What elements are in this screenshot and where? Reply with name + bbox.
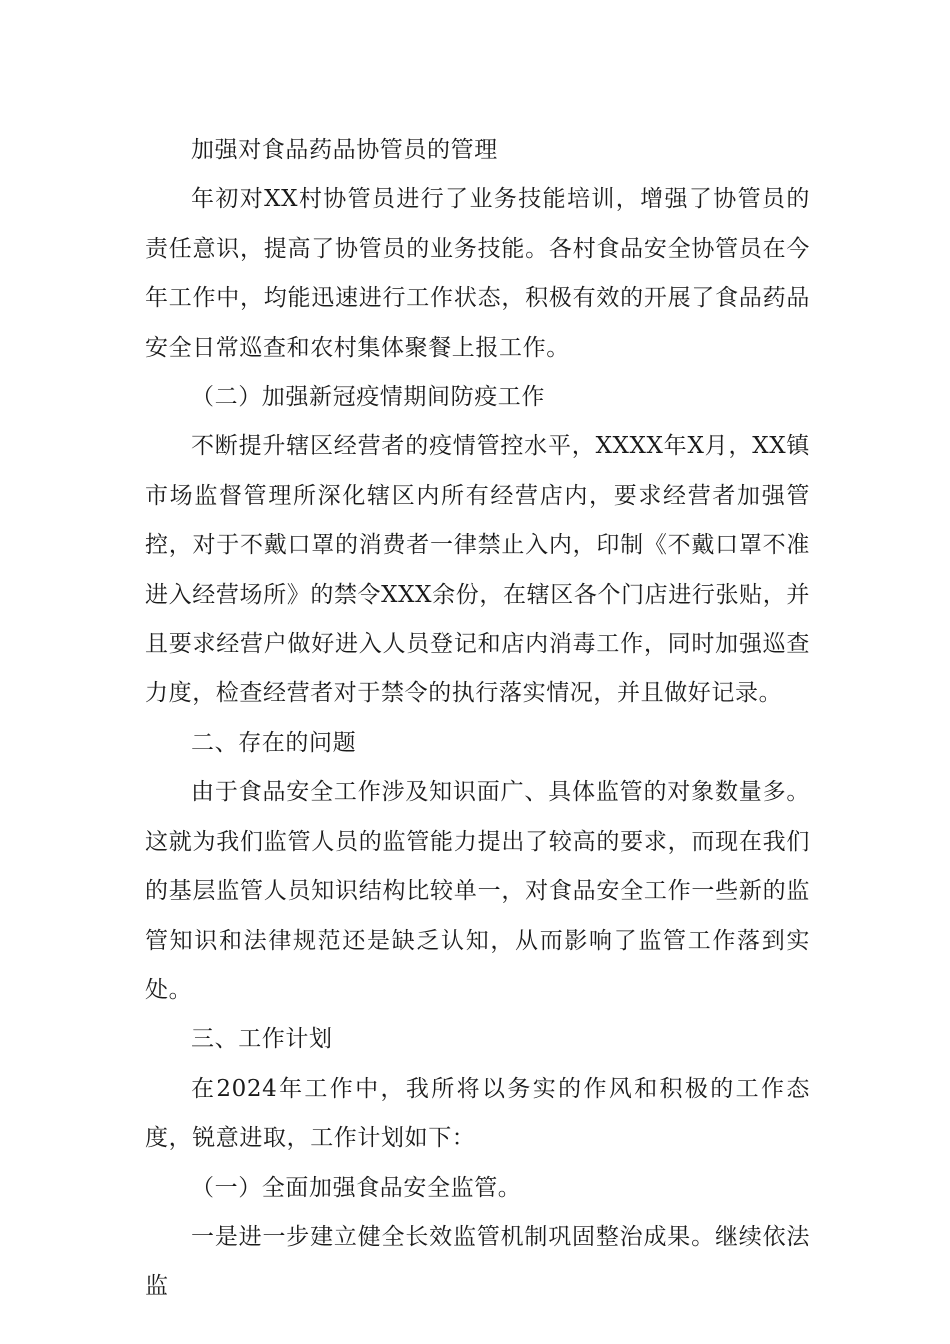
paragraph-problems-detail: 由于食品安全工作涉及知识面广、具体监管的对象数量多。这就为我们监管人员的监管能力提出了较高的要求，而现在我们的基层监管人员知识结构比较单一，对食品安全工作一些新的监管知识和法律规范还是缺乏认知，从而影响了监管工作落到实处。 — [145, 779, 810, 1003]
paragraph-heading-epidemic-prevention: （二）加强新冠疫情期间防疫工作 — [191, 384, 545, 411]
paragraph-coordinator-training: 年初对XX村协管员进行了业务技能培训，增强了协管员的责任意识，提高了协管员的业务技能。各村食品安全协管员在今年工作中，均能迅速进行工作状态，积极有效的开展了食品药品安全日常巡查和农村集体聚餐上报工作。 — [145, 186, 810, 361]
paragraph-epidemic-control: 不断提升辖区经营者的疫情管控水平，XXXX年X月，XX镇市场监督管理所深化辖区内所有经营店内，要求经营者加强管控，对于不戴口罩的消费者一律禁止入内，印制《不戴口罩不准进入经营场所》的禁令XXX余份，在辖区各个门店进行张贴，并且要求经营户做好进入人员登记和店内消毒工作，同时加强巡查力度，检查经营者对于禁令的执行落实情况，并且做好记录。 — [145, 433, 810, 707]
paragraph-heading-coordinator-management: 加强对食品药品协管员的管理 — [191, 137, 498, 163]
paragraph-heading-work-plan: 三、工作计划 — [191, 1026, 333, 1053]
document-body — [145, 126, 810, 1312]
paragraph-heading-existing-problems: 二、存在的问题 — [191, 729, 357, 756]
paragraph-heading-food-safety-supervision: （一）全面加强食品安全监管。 — [191, 1174, 522, 1201]
paragraph-supervision-mechanism: 一是进一步建立健全长效监管机制巩固整治成果。继续依法监 — [145, 1223, 810, 1300]
paragraph-work-plan-intro: 在2024年工作中，我所将以务实的作风和积极的工作态度，锐意进取，工作计划如下： — [145, 1075, 810, 1152]
